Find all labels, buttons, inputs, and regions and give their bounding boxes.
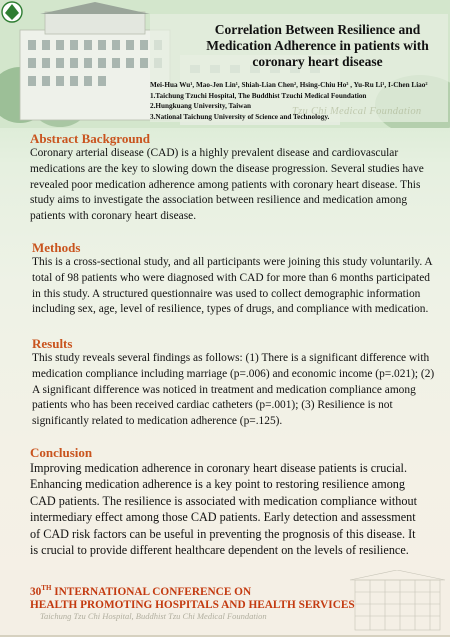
- conference-line-1-text: INTERNATIONAL CONFERENCE ON: [51, 585, 252, 598]
- affiliation-2: 2.Hungkuang University, Taiwan: [150, 102, 252, 110]
- results-heading: Results: [32, 336, 73, 351]
- author-list: Mei-Hua Wu¹, Mao-Jen Lin¹, Shiah-Lian Chen², Hsing-Chiu Ho³ , Yu-Ru Li¹, I-Chen Liao²: [150, 81, 428, 89]
- header-banner: [0, 0, 450, 128]
- conference-ordinal: TH: [41, 584, 52, 592]
- conclusion-section: [30, 445, 422, 558]
- abstract-section: [30, 131, 442, 225]
- header-watermark: Tzu Chi Medical Foundation: [292, 106, 422, 117]
- conference-line-2: HEALTH PROMOTING HOSPITALS AND HEALTH SERVICES: [30, 599, 355, 612]
- footer-watermark: Taichung Tzu Chi Hospital, Buddhist Tzu Chi Medical Foundation: [40, 611, 267, 621]
- footer-banner: [0, 570, 450, 637]
- tzu-chi-logo-icon: [2, 2, 22, 22]
- conference-line-1: [30, 582, 355, 599]
- affiliation-1: 1.Taichung Tzuchi Hospital, The Buddhist Tzuchi Medical Foundation: [150, 91, 367, 100]
- conclusion-heading: Conclusion: [30, 445, 93, 460]
- abstract-heading: Abstract Background: [30, 131, 151, 146]
- affiliation-3: 3.National Taichung University of Science and Technology.: [150, 112, 330, 121]
- results-text: This study reveals several findings as follows: (1) There is a significant difference with medication compliance including marriage (p=.006) and economic income (p=.021); (2) A significant difference was noticed in treatment and medication compliance among patients who has been received cardiac catheters (p=.001); (3) Resilience is not significantly related to medication adherence (p=.125).: [32, 352, 435, 428]
- conclusion-text: Improving medication adherence in coronary heart disease patients is crucial. Enhancing medication adherence is a key point to restoring resilience among CAD patients. The resilience is associated with medication compliance without intermediary effect among those CAD patients. Early detection and assessment of CAD risk factors can be useful in preventing the prognosis of this disease. It is crucial to provide different healthcare dependent on the levels of resilience.: [30, 461, 417, 558]
- methods-heading: Methods: [32, 240, 81, 255]
- results-section: [32, 336, 440, 430]
- poster-title: Correlation Between Resilience and Medication Adherence in patients with coronary heart disease: [206, 22, 429, 69]
- abstract-text: Coronary arterial disease (CAD) is a highly prevalent disease and cardiovascular medications are the key to slowing down the disease progression. Several studies have revealed poor medication adherence among patients with coronary heart disease. This study aims to investigate the association between resilience and medication among patients with coronary heart disease.: [30, 147, 424, 223]
- methods-text: This is a cross-sectional study, and all participants were joining this study voluntarily. A total of 98 patients who were diagnosed with CAD for more than 6 months participated in this study. A structured questionnaire was used to collect demographic information including sex, age, level of resilience, types of drugs, and compliance with medication.: [32, 256, 432, 316]
- methods-section: [32, 240, 440, 318]
- conference-title: [30, 582, 355, 613]
- conference-number: 30: [30, 585, 42, 598]
